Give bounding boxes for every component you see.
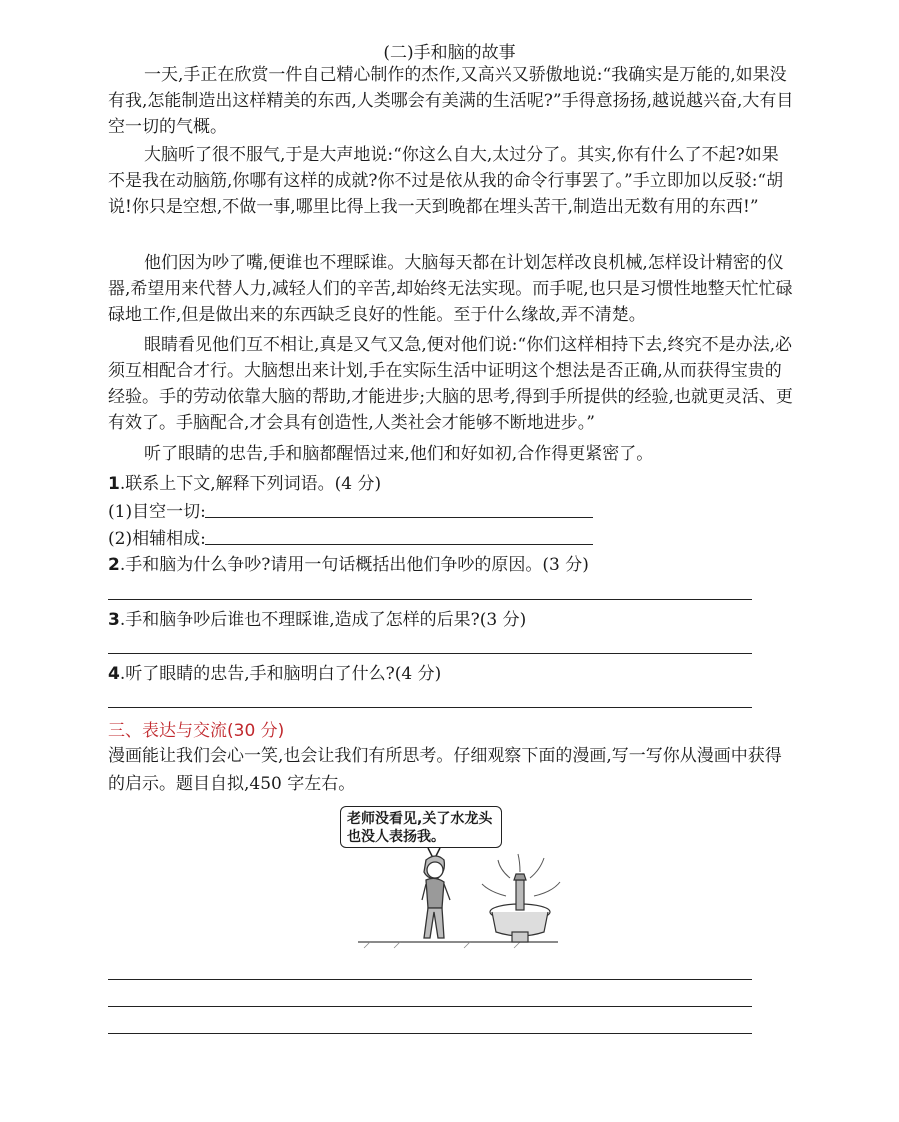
writing-prompt: 漫画能让我们会心一笑,也会让我们有所思考。仔细观察下面的漫画,写一写你从漫画中获得的启示。题目自拟,450 字左右。 — [108, 746, 782, 794]
answer-blank-1-1[interactable] — [205, 517, 593, 518]
question-4-text: .听了眼睛的忠告,手和脑明白了什么?(4 分) — [119, 664, 442, 684]
paragraph-2: 大脑听了很不服气,于是大声地说:“你这么自大,太过分了。其实,你有什么了不起?如果不是我在动脑筋,你哪有这样的成就?你不过是依从我的命令行事罢了。”手立即加以反驳:“胡说!你只是空想,不做一事,哪里比得上我一天到晚都在埋头苦干,制造出无数有用的东西!” — [108, 145, 784, 217]
paragraph-4: 眼睛看见他们互不相让,真是又气又急,便对他们说:“你们这样相持下去,终究不是办法,必须互相配合才行。大脑想出来计划,手在实际生活中证明这个想法是否正确,从而获得宝贵的经验。手的劳动依靠大脑的帮助,才能进步;大脑的思考,得到手所提供的经验,也就更灵活、更有效了。手脑配合,才会具有创造性,人类社会才能够不断地进步。” — [108, 335, 793, 433]
section-3-heading: 三、表达与交流(30 分) — [108, 721, 285, 741]
speech-bubble: 老师没看见,关了水龙头也没人表扬我。 — [340, 806, 502, 848]
fountain-tap — [490, 874, 550, 942]
question-3-text: .手和脑争吵后谁也不理睬谁,造成了怎样的后果?(3 分) — [119, 610, 527, 630]
paragraph-5: 听了眼睛的忠告,手和脑都醒悟过来,他们和好如初,合作得更紧密了。 — [144, 444, 654, 464]
paragraph-1: 一天,手正在欣赏一件自己精心制作的杰作,又高兴又骄傲地说:“我确实是万能的,如果没有我,怎能制造出这样精美的东西,人类哪会有美满的生活呢?”手得意扬扬,越说越兴奋,大有目空一切的气概。 — [108, 65, 794, 137]
question-2-number: 2 — [108, 555, 120, 575]
question-2 — [108, 553, 589, 577]
passage-title: (二)手和脑的故事 — [383, 43, 516, 63]
question-1-sub-1: (1)目空一切: — [108, 502, 206, 522]
question-1 — [108, 472, 381, 496]
answer-line-2[interactable] — [108, 599, 752, 600]
paragraph-3: 他们因为吵了嘴,便谁也不理睬谁。大脑每天都在计划怎样改良机械,怎样设计精密的仪器,希望用来代替人力,减轻人们的辛苦,却始终无法实现。而手呢,也只是习惯性地整天忙忙碌碌地工作,但是做出来的东西缺乏良好的性能。至于什么缘故,弄不清楚。 — [108, 253, 793, 325]
answer-line-3[interactable] — [108, 653, 752, 654]
answer-blank-1-2[interactable] — [205, 544, 593, 545]
question-3 — [108, 608, 526, 632]
question-1-number: 1 — [108, 474, 120, 494]
writing-line-1[interactable] — [108, 979, 752, 980]
writing-line-3[interactable] — [108, 1033, 752, 1034]
question-2-text: .手和脑为什么争吵?请用一句话概括出他们争吵的原因。(3 分) — [119, 555, 589, 575]
boy-figure — [422, 856, 450, 938]
question-4 — [108, 662, 441, 686]
question-1-text: .联系上下文,解释下列词语。(4 分) — [119, 474, 382, 494]
writing-line-2[interactable] — [108, 1006, 752, 1007]
question-4-number: 4 — [108, 664, 120, 684]
answer-line-4[interactable] — [108, 707, 752, 708]
question-1-sub-2: (2)相辅相成: — [108, 529, 206, 549]
question-3-number: 3 — [108, 610, 120, 630]
